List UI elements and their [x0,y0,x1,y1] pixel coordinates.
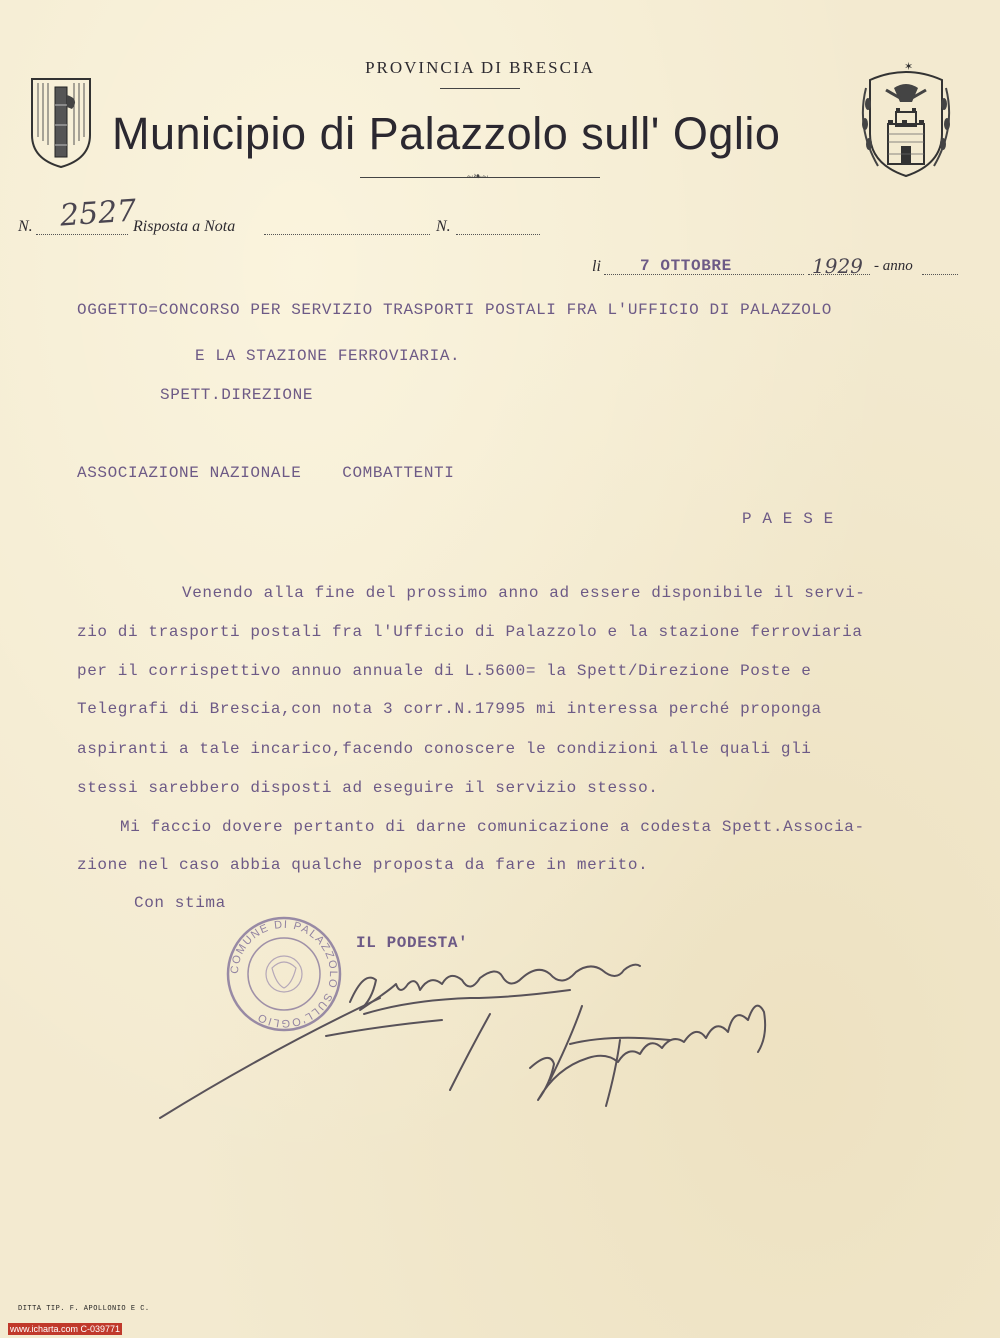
signatory-title: IL PODESTA' [356,934,469,952]
divider-line [440,88,520,89]
date-li-label: li [592,258,601,275]
note-number-label: N. [436,218,451,235]
dotted-line [922,274,958,275]
fasces-emblem-icon [28,75,94,174]
salutation: SPETT.DIREZIONE [160,386,314,404]
body-line: Telegrafi di Brescia,con nota 3 corr.N.17995 mi interessa perché proponga [77,700,822,718]
date-anno-label: - anno [874,258,913,274]
watermark-label: www.icharta.com C-039771 [10,1324,121,1334]
province-heading: PROVINCIA DI BRESCIA [365,58,595,77]
date-day-month: 7 OTTOBRE [640,257,732,275]
dotted-line [456,234,540,235]
body-line: Mi faccio dovere pertanto di darne comunicazione a codesta Spett.Associa- [120,818,865,836]
handwritten-signatures [150,940,810,1135]
subject-line-1: OGGETTO=CONCORSO PER SERVIZIO TRASPORTI POSTALI FRA L'UFFICIO DI PALAZZOLO [77,301,832,319]
ornament-icon: ~❧~ [467,171,489,183]
subject-line-2: E LA STAZIONE FERROVIARIA. [195,347,461,365]
closing-text: Con stima [134,894,226,912]
body-line: zio di trasporti postali fra l'Ufficio di Palazzolo e la stazione ferroviaria [77,623,863,641]
recipient-name: ASSOCIAZIONE NAZIONALE COMBATTENTI [77,464,455,482]
body-line: stessi sarebbero disposti ad eseguire il servizio stesso. [77,779,659,797]
body-line: aspiranti a tale incarico,facendo conoscere le condizioni alle quali gli [77,740,812,758]
reply-to-note-label: Risposta a Nota [133,218,236,235]
body-line: per il corrispettivo annuo annuale di L.5600= la Spett/Direzione Poste e [77,662,812,680]
recipient-place: P A E S E [742,510,834,528]
protocol-number-handwritten: 2527 [58,193,138,234]
printer-credit: DITTA TIP. F. APOLLONIO E C. [18,1305,150,1313]
stamp-text: COMUNE DI PALAZZOLO SULL'OGLIO [228,918,340,1030]
town-crest-icon [856,58,956,187]
dotted-line [264,234,430,235]
body-line: zione nel caso abbia qualche proposta da fare in merito. [77,856,649,874]
municipality-title: Municipio di Palazzolo sull' Oglio [112,108,781,159]
body-line: Venendo alla fine del prossimo anno ad essere disponibile il servi- [182,584,866,602]
date-year: 1929 [812,254,863,278]
protocol-number-label: N. [18,218,33,235]
dotted-line [36,234,128,235]
svg-text:✶: ✶ [904,60,914,73]
